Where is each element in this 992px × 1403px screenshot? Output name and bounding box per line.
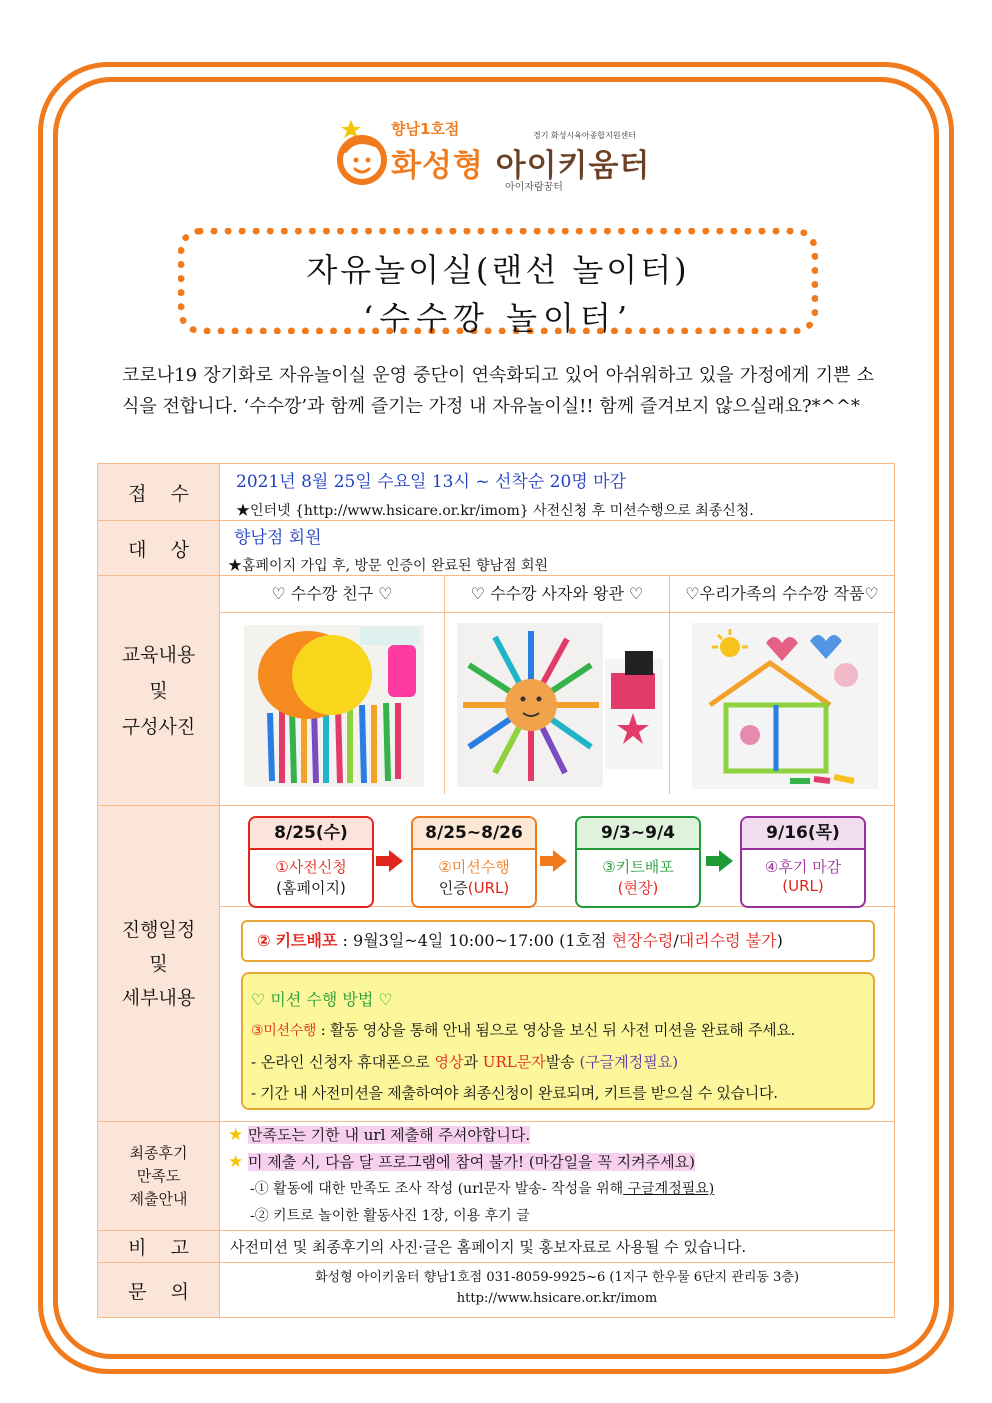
mission-line2: - 온라인 신청자 휴대폰으로 영상과 URL문자발송 (구글계정필요) [251,1053,679,1071]
logo-branch: 향남1호점 [391,120,460,138]
title-box [178,228,818,337]
target-main: 향남점 회원 [234,528,322,548]
review-label-1: 최종후기 [129,1143,188,1162]
kit-red1: 현장수령 [611,931,674,950]
contact-url[interactable]: http://www.hsicare.or.kr/imom [456,1291,658,1306]
kit-slash: / [673,931,679,950]
review-line2: ★ 미 제출 시, 다음 달 프로그램에 참여 불가! (마감일을 꼭 지켜주세요) [228,1152,695,1172]
straw-friends-image [220,613,444,794]
target-note: ★홈페이지 가입 후, 방문 인증이 완료된 향남점 회원 [228,558,549,574]
kit-end: ) [776,931,783,950]
schedule-label-3: 세부내용 [121,986,196,1009]
target-label: 대 상 [98,521,220,576]
schedule-label-1: 진행일정 [121,918,196,941]
remarks-text: 사전미션 및 최종후기의 사진·글은 홈페이지 및 홍보자료로 사용될 수 있습니다. [220,1231,895,1263]
intro-text: 코로나19 장기화로 자유놀이실 운영 중단이 연속화되고 있어 아쉬워하고 있을 가정에게 기쁜 소식을 전합니다. ‘수수깡’과 함께 즐기는 가정 내 자유놀이실!! 함께 즐겨보지 않으실래요?*^^* [122,365,874,417]
remarks-row [98,1231,895,1263]
straw-lion-crown-image [445,613,669,794]
schedule-content [220,806,896,1120]
mission-box [241,972,875,1110]
photo-col-3 [670,576,894,794]
straw-family-artwork-image [670,613,894,794]
schedule-label [98,806,220,1122]
review-line1: ★ 만족도는 기한 내 url 제출해 주셔야합니다. [228,1125,531,1145]
title-line2: ‘수수깡 놀이터’ [363,299,633,337]
child-face-icon [335,120,389,186]
step-1-line1: ①사전신청 [275,858,347,876]
logo [335,118,655,198]
review-label-2: 만족도 [136,1166,181,1185]
education-label-3: 구성사진 [121,715,196,738]
photo-col-2 [445,576,670,794]
kit-label: 키트배포 [275,931,338,950]
review-line4: -② 키트로 놀이한 활동사진 1장, 이용 후기 글 [250,1208,530,1224]
step-4-line2: (URL) [782,877,824,895]
mission-line3: - 기간 내 사전미션을 제출하여야 최종신청이 완료되며, 키트를 받으실 수 있습니다. [251,1084,778,1102]
step-4-line1: ④후기 마감 [764,858,842,876]
reception-main: 2021년 8월 25일 수요일 13시 ~ 선착순 20명 마감 [236,472,626,492]
step-2-line1: ②미션수행 [438,858,510,876]
review-line3: -① 활동에 대한 만족도 조사 작성 (url문자 발송- 작성을 위해 구글계정필요) [250,1181,715,1197]
step-4-date: 9/16(목) [742,818,864,850]
kit-red2: 대리수령 불가 [678,931,777,950]
step-3-line1: ③키트배포 [602,858,674,876]
photo-title-1: ♡ 수수깡 친구 ♡ [220,576,444,613]
step-1 [248,816,374,908]
logo-name-rest: 아이키움터 [483,148,651,184]
kit-text: : 9월3일~4일 10:00~17:00 (1호점 [337,931,612,950]
logo-center-name: 경기 화성시육아종합지원센터 [533,131,637,140]
step-2-line2: 인증(URL) [438,879,510,897]
education-row [98,576,895,806]
target-row [98,521,895,576]
schedule-row [98,806,895,1122]
kit-distribution-box [241,920,875,962]
education-label [98,576,220,806]
photo-lion [445,613,669,794]
step-3 [575,816,701,908]
step-2 [411,816,537,908]
mission-title: ♡ 미션 수행 방법 ♡ [251,990,393,1009]
kit-num: ② [257,931,271,950]
mission-line1: ③미션수행 : 활동 영상을 통해 안내 됨으로 영상을 보신 뒤 사전 미션을 완료해 주세요. [251,1021,795,1039]
education-label-1: 교육내용 [121,643,196,666]
step-1-date: 8/25(수) [250,818,372,850]
star-icon: ★ [228,1152,244,1172]
star-icon: ★ [228,1125,244,1145]
photo-family [670,613,894,794]
photo-friends [220,613,444,794]
schedule-label-2: 및 [149,952,168,975]
review-label [98,1122,220,1231]
reception-note: ★인터넷 {http://www.hsicare.or.kr/imom} 사전신청 후 미션수행으로 최종신청. [236,503,754,519]
reception-label: 접 수 [98,464,220,521]
info-table [97,463,895,1318]
logo-tagline: 아이자람꿈터 [505,182,563,193]
education-label-2: 및 [149,679,168,702]
contact-row [98,1263,895,1318]
title-line1: 자유놀이실(랜선 놀이터) [306,251,690,289]
photo-title-2: ♡ 수수깡 사자와 왕관 ♡ [445,576,669,613]
step-1-line2: (홈페이지) [276,879,346,897]
photo-col-1 [220,576,445,794]
step-4 [740,816,866,908]
reception-row [98,464,895,521]
step-3-date: 9/3~9/4 [577,818,699,850]
contact-line1: 화성형 아이키움터 향남1호점 031-8059-9925~6 (1지구 한우물 6단지 관리동 3층) [314,1270,800,1285]
photo-title-3: ♡우리가족의 수수깡 작품♡ [670,576,894,613]
contact-label: 문 의 [98,1263,220,1318]
photo-grid [220,576,894,794]
review-label-3: 제출안내 [129,1189,188,1208]
remarks-label: 비 고 [98,1231,220,1263]
logo-name-orange: 화성형 [391,148,484,184]
step-3-line2: (현장) [617,879,659,897]
step-2-date: 8/25~8/26 [413,818,535,850]
review-row [98,1122,895,1231]
